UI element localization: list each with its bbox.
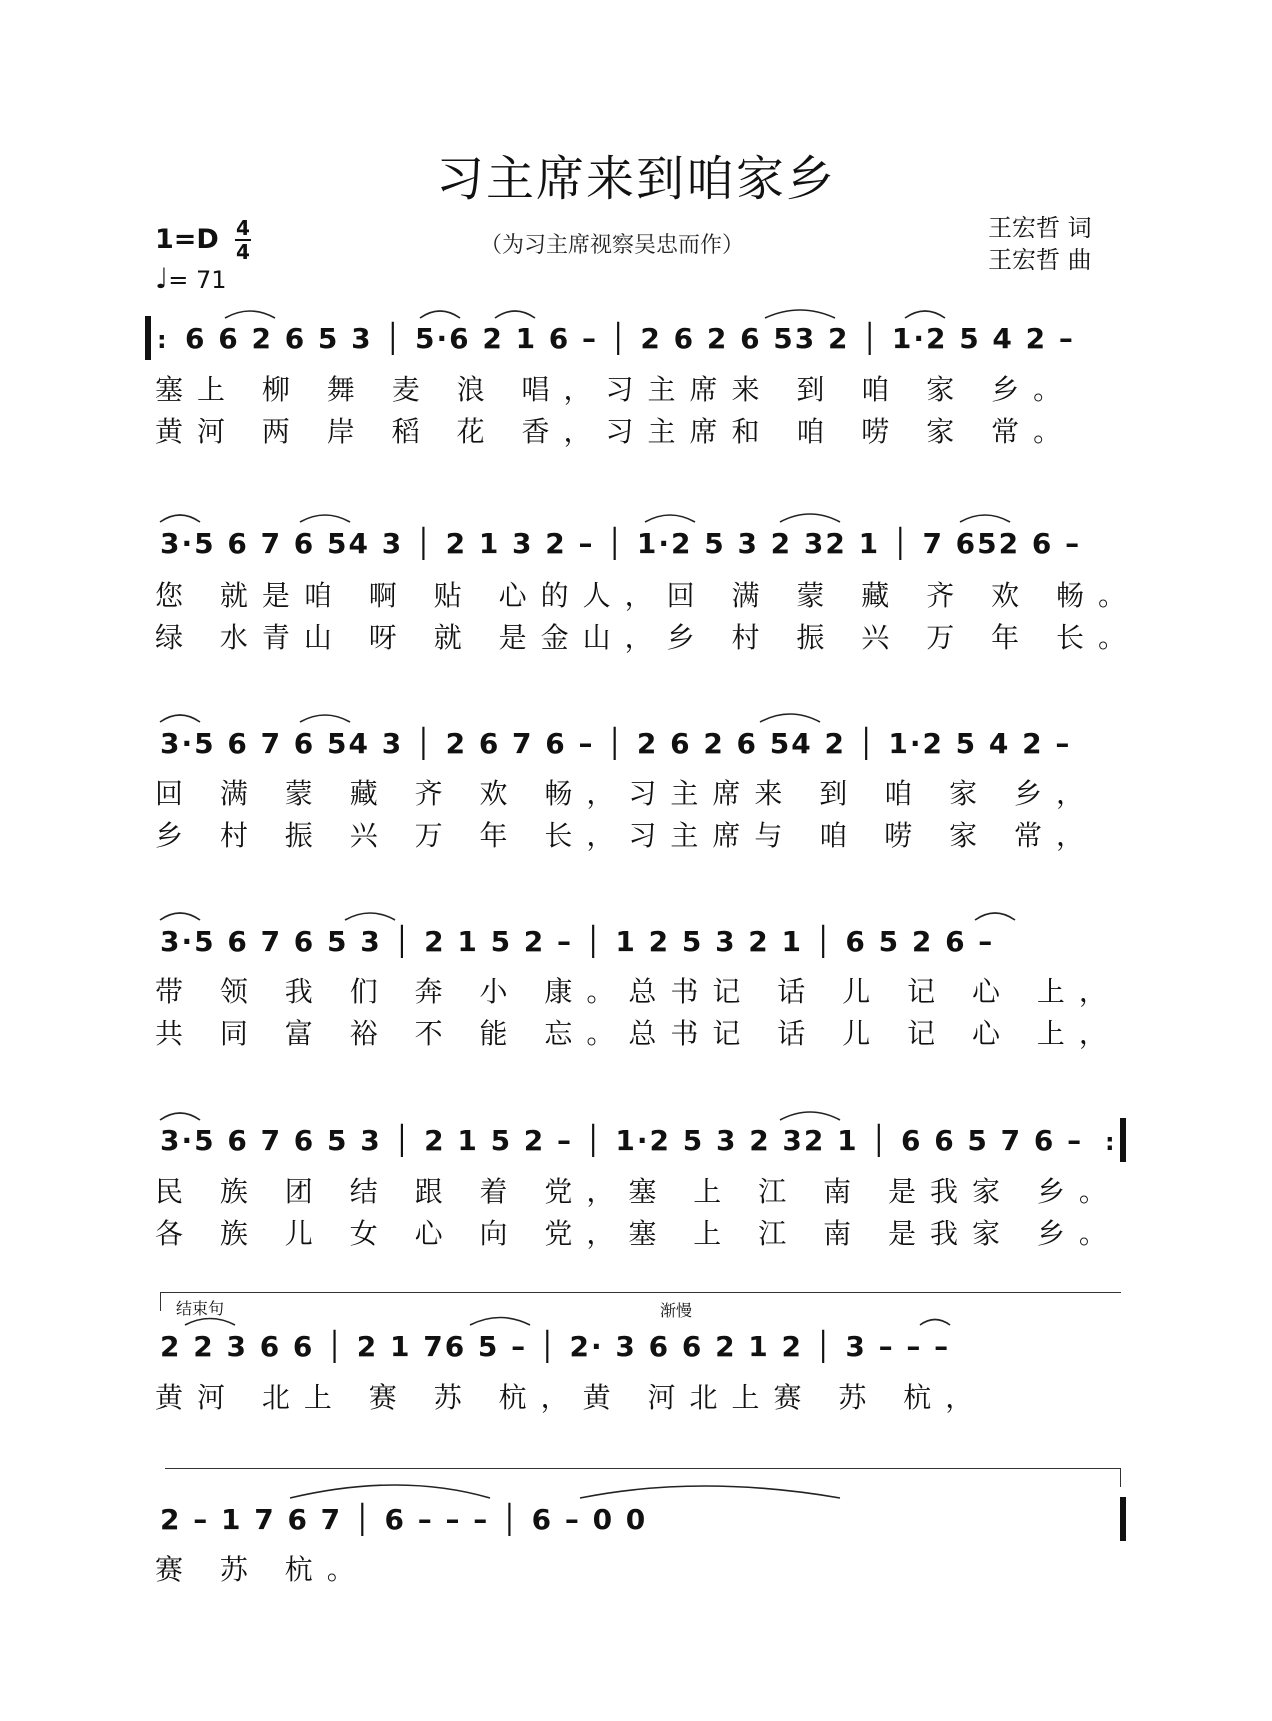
quarter-note-icon: ♩ — [155, 262, 169, 295]
tempo-value: = 71 — [168, 266, 227, 294]
lyricist-credit: 王宏哲 词 — [988, 214, 1092, 242]
subtitle: （为习主席视察吴忠而作） — [480, 233, 745, 258]
song-title: 习主席来到咱家乡 — [435, 151, 836, 207]
ending-lyric-line-2: 赛 苏 杭。 — [155, 1553, 369, 1586]
lyric-line-2-verse-1: 您 就是咱 啊 贴 心的人，回 满 蒙 藏 齐 欢 畅。 — [155, 579, 1141, 612]
notes: 2 – 1 7 6 7 │ 6 – – – │ 6 – 0 0 — [160, 1503, 648, 1536]
ritardando-label: 渐慢 — [660, 1301, 693, 1320]
lyric-line-3-verse-1: 回 满 蒙 藏 齐 欢 畅，习主席来 到 咱 家 乡， — [155, 777, 1099, 810]
time-signature-bottom: 4 — [236, 240, 250, 264]
key-signature: 1=D — [155, 224, 219, 255]
lyric-line-5-verse-2: 各 族 儿 女 心 向 党，塞 上 江 南 是我家 乡。 — [155, 1217, 1121, 1250]
notes: 2 2 3 6 6 │ 2 1 76 5 – │ 2· 3 6 6 2 1 2 │ 3 – – – — [160, 1330, 951, 1363]
composer-credit: 王宏哲 曲 — [988, 246, 1092, 274]
time-signature-top: 4 — [236, 216, 250, 240]
lyric-line-4-verse-2: 共 同 富 裕 不 能 忘。总书记 话 儿 记 心 上， — [155, 1017, 1121, 1050]
notes: 6 6 2 6 5 3 │ 5·6 2 1 6 – │ 2 6 2 6 53 2 │ 1·2 5 4 2 – — [185, 322, 1075, 355]
ending-lyric-line-1: 黄河 北上 赛 苏 杭，黄 河北上赛 苏 杭， — [155, 1381, 988, 1414]
repeat-dots: : — [1105, 1128, 1117, 1156]
notes: 3·5 6 7 6 5 3 │ 2 1 5 2 – │ 1 2 5 3 2 1 │ 6 5 2 6 – — [160, 925, 995, 958]
ending-label: 结束句 — [176, 1299, 225, 1318]
notes: 3·5 6 7 6 54 3 │ 2 1 3 2 – │ 1·2 5 3 2 32 1 │ 7 652 6 – — [160, 527, 1082, 560]
lyric-line-1-verse-2: 黄河 两 岸 稻 花 香，习主席和 咱 唠 家 常。 — [155, 415, 1076, 448]
lyric-line-3-verse-2: 乡 村 振 兴 万 年 长，习主席与 咱 唠 家 常， — [155, 819, 1099, 852]
lyric-line-4-verse-1: 带 领 我 们 奔 小 康。总书记 话 儿 记 心 上， — [155, 975, 1121, 1008]
lyric-line-5-verse-1: 民 族 团 结 跟 着 党，塞 上 江 南 是我家 乡。 — [155, 1175, 1121, 1208]
notes: 3·5 6 7 6 5 3 │ 2 1 5 2 – │ 1·2 5 3 2 32 1 │ 6 6 5 7 6 – — [160, 1124, 1084, 1157]
lyric-line-1-verse-1: 塞上 柳 舞 麦 浪 唱，习主席来 到 咱 家 乡。 — [155, 373, 1076, 406]
repeat-dots: : — [157, 326, 169, 354]
lyric-line-2-verse-2: 绿 水青山 呀 就 是金山，乡 村 振 兴 万 年 长。 — [155, 621, 1141, 654]
notes: 3·5 6 7 6 54 3 │ 2 6 7 6 – │ 2 6 2 6 54 2 │ 1·2 5 4 2 – — [160, 727, 1072, 760]
